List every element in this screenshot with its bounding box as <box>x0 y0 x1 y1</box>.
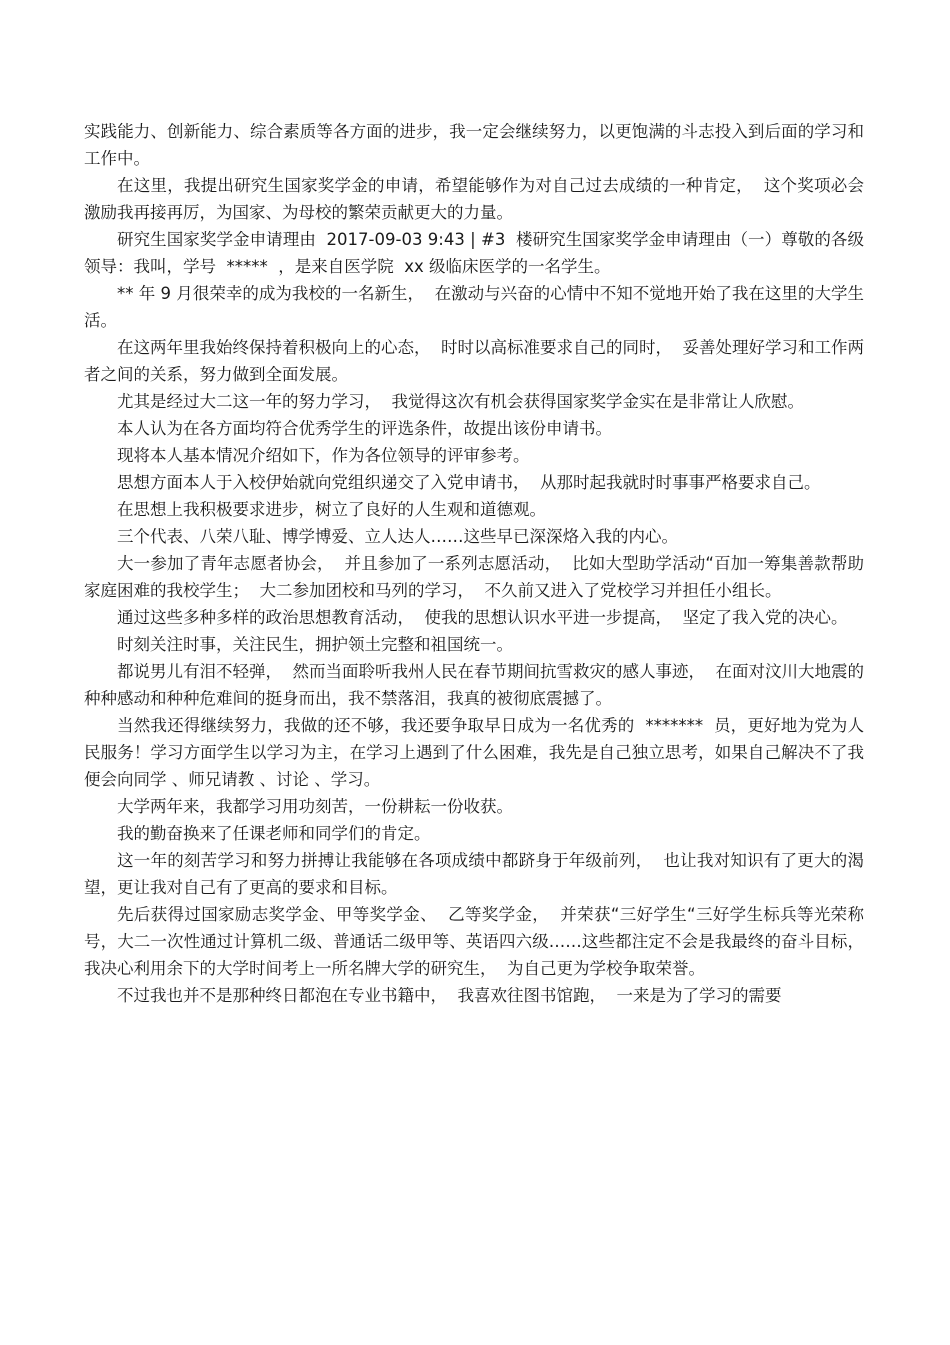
paragraph-education: 通过这些多种多样的政治思想教育活动， 使我的思想认识水平进一步提高， 坚定了我入党的决心。 <box>117 608 848 627</box>
paragraph-ranking: 这一年的刻苦学习和努力拼搏让我能够在各项成绩中都跻身于年级前列， 也让我对知识有了更大的渴望，更让我对自己有了更高的要求和目标。 <box>84 851 864 897</box>
paragraph-heading-intro: 研究生国家奖学金申请理由 2017-09-03 9:43 | #3 楼研究生国家奖学金申请理由（一）尊敬的各级领导：我叫，学号 ***** ，是来自医学院 xx 级临床医学的一名学生。 <box>84 230 864 276</box>
paragraph-current-affairs: 时刻关注时事，关注民生，拥护领土完整和祖国统一。 <box>117 635 513 654</box>
paragraph-library: 不过我也并不是那种终日都泡在专业书籍中， 我喜欢往图书馆跑， 一来是为了学习的需要 <box>117 986 782 1005</box>
paragraph-ideology: 思想方面本人于入校伊始就向党组织递交了入党申请书， 从那时起我就时时事事严格要求自己。 <box>117 473 821 492</box>
paragraph-sophomore: 尤其是经过大二这一年的努力学习， 我觉得这次有机会获得国家奖学金实在是非常让人欣慰。 <box>117 392 804 411</box>
paragraph-study-approach: 当然我还得继续努力，我做的还不够，我还要争取早日成为一名优秀的 ******* 员，更好地为党为人民服务！学习方面学生以学习为主，在学习上遇到了什么困难，我先是自己独立思考，如果自己解决不了我便会向同学 、师兄请教 、讨论 、学习。 <box>84 716 864 789</box>
paragraph-recognition: 我的勤奋换来了任课老师和同学们的肯定。 <box>117 824 431 843</box>
paragraph-values: 在思想上我积极要求进步，树立了良好的人生观和道德观。 <box>117 500 546 519</box>
paragraph-introduction: 现将本人基本情况介绍如下，作为各位领导的评审参考。 <box>117 446 530 465</box>
paragraph-two-years: 在这两年里我始终保持着积极向上的心态， 时时以高标准要求自己的同时， 妥善处理好学习和工作两者之间的关系，努力做到全面发展。 <box>84 338 864 384</box>
paragraph-awards: 先后获得过国家励志奖学金、甲等奖学金、 乙等奖学金， 并荣获“三好学生“三好学生标兵等光荣称号，大二一次性通过计算机二级、普通话二级甲等、英语四六级……这些都注定不会是我最终的奋斗目标， 我决心利用余下的大学时间考上一所名牌大学的研究生， 为自己更为学校争取荣誉。 <box>84 905 875 978</box>
paragraph-diligence: 大学两年来，我都学习用功刻苦，一份耕耘一份收获。 <box>117 797 513 816</box>
document-page <box>84 118 875 1009</box>
paragraph-volunteer: 大一参加了青年志愿者协会， 并且参加了一系列志愿活动， 比如大型助学活动“百加一筹集善款帮助家庭困难的我校学生； 大二参加团校和马列的学习， 不久前又进入了党校学习并担任小组长。 <box>84 554 864 600</box>
paragraph-moved: 都说男儿有泪不轻弹， 然而当面聆听我州人民在春节期间抗雪救灾的感人事迹， 在面对汶川大地震的种种感动和种种危难间的挺身而出，我不禁落泪，我真的被彻底震撼了。 <box>84 662 864 708</box>
paragraph-principles: 三个代表、八荣八耻、博学博爱、立人达人……这些早已深深烙入我的内心。 <box>117 527 678 546</box>
paragraph-application: 在这里，我提出研究生国家奖学金的申请，希望能够作为对自己过去成绩的一种肯定， 这个奖项必会激励我再接再厉，为国家、为母校的繁荣贡献更大的力量。 <box>84 176 864 222</box>
paragraph-criteria: 本人认为在各方面均符合优秀学生的评选条件，故提出该份申请书。 <box>117 419 612 438</box>
paragraph-new-student: ** 年 9 月很荣幸的成为我校的一名新生， 在激动与兴奋的心情中不知不觉地开始了我在这里的大学生活。 <box>84 284 864 330</box>
paragraph-continuation: 实践能力、创新能力、综合素质等各方面的进步，我一定会继续努力，以更饱满的斗志投入到后面的学习和工作中。 <box>84 122 864 168</box>
